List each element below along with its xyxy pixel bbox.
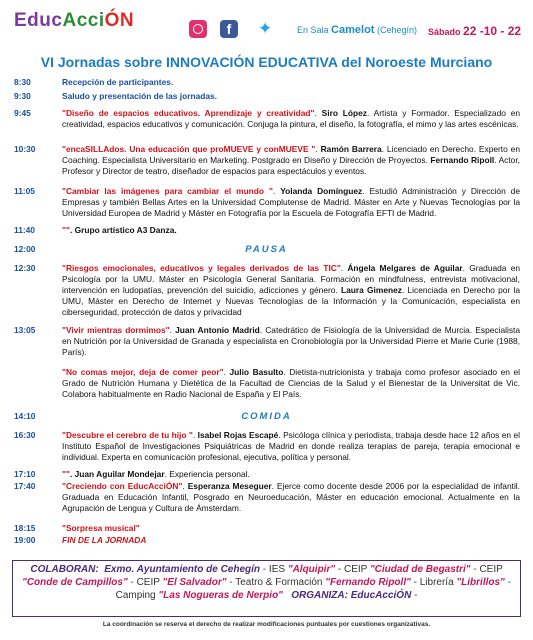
session-description: "Creciendo con EducAcciÓN". Esperanza Meseguer. Ejerce como docente desde 2006 por la especialidad de infantil. Graduada en Educación Infantil, Posgrado en Neuroeducación, Máster en educación emocional. Actualmente en la Agrupación de Lengua y Cultura de Ámsterdam. xyxy=(62,481,520,513)
speaker-bio: . Actor, Profesor y Director de teatro, diseñador de espacios para espectáculos y eventos. xyxy=(62,154,520,176)
time-label: 8:30 xyxy=(14,77,31,87)
speaker-bio: . Estudió Administración y Dirección de Empresas y también Bellas Artes en la Universidad Complutense de Madrid. Máster en Arte y Nuevas Tecnologías por la Universidad Europea de Madrid y Máster en Fotografía por la Escuela de Fotografía EFTI de Madrid. xyxy=(62,186,520,218)
time-label: 12:30 xyxy=(14,263,36,273)
date-prefix: Sábado xyxy=(428,27,461,37)
talk-title: "" xyxy=(62,225,70,235)
sponsor-name: "Librillos" xyxy=(456,577,505,588)
sponsor-name: "El Salvador" xyxy=(162,577,227,588)
time-label: 11:40 xyxy=(14,225,35,235)
speaker-name: Yolanda Domínguez xyxy=(280,186,363,196)
speaker-name: . Grupo artístico A3 Danza. xyxy=(69,225,177,235)
speaker-name: Juan Antonio Madrid xyxy=(175,325,260,335)
session-description xyxy=(62,469,520,480)
speaker-name: Esperanza Meseguer xyxy=(187,481,272,491)
time-label: 9:30 xyxy=(14,91,31,101)
date-value: 22 -10 - 22 xyxy=(463,24,522,38)
sponsors-box: COLABORAN: Exmo. Ayuntamiento de Cehegín - IES "Alquipir" - CEIP "Ciudad de Begastri" - CEIP "Conde de Campillos" - CEIP "El Salvador" - Teatro & Formación "Fernando Ripoll" - Librería "Librillos" - Camping "Las Nogueras de Nerpio" ORGANIZA: EducAcciÓN - xyxy=(12,560,521,617)
speaker-name: Ramón Barrera xyxy=(320,144,382,154)
speaker-bio: . Dietista-nutricionista y trabaja como profesor asociado en el Grado de Nutrición Humana y Dietética de la Facultad de Ciencias de la Salud y el Bienestar de la Universitat de Vic. Colabora habitualmente en Radio Nacional de España y El País. xyxy=(62,367,520,399)
speaker-bio: . Graduada en Psicología por la UMU. Máster en Psicología General Sanitaria. Formación en mindfulness, entrevista motivacional, intervención en ludopatías, prevención del suicidio, adicciones y género. xyxy=(62,263,521,295)
speaker-name: Ángela Melgares de Aguilar xyxy=(347,263,463,273)
speaker-name: Siro López xyxy=(321,108,367,118)
time-label: 10:30 xyxy=(14,144,36,154)
event-date xyxy=(428,24,521,38)
sponsor-name: "Alquipir" xyxy=(287,564,336,575)
speaker-bio: . Artista y Formador. Especializado en creatividad, espacios educativos y comunicación. Conjuga la pintura, el diseño, la fotografía, el mimo y las artes escénicas. xyxy=(62,108,521,129)
speaker-bio: . Ejerce como docente desde 2006 por la especialidad de infantil. Graduada en Educación Infantil, Posgrado en Neuroeducación, Máster en educación emocional. Actualmente en la Agrupación de Lengua y Cultura de Ámsterdam. xyxy=(62,481,520,513)
venue-name: Camelot xyxy=(331,24,375,36)
logo-part: c xyxy=(51,10,63,31)
session-description: "encaSILLAdos. Una educación que proMUEVE y conMUEVE ". Ramón Barrera. Licenciado en Derecho. Experto en Coaching. Especialista Universitario en Marketing. Postgrado en Diseño y Dirección de Proyectos. Fernando Ripoll. Actor, Profesor y Director de teatro, diseñador de espacios para espectáculos y eventos. xyxy=(62,144,520,176)
session-description: "Diseño de espacios educativos. Aprendizaje y creatividad". Siro López. Artista y Formador. Especializado en creatividad, espacios educativos y comunicación. Conjuga la pintura, el diseño, la fotografía, el mimo y las artes escénicas. xyxy=(62,108,521,129)
lunch-label: COMIDA xyxy=(241,411,292,422)
sponsor-type: Camping xyxy=(115,590,156,601)
time-label: 17:10 xyxy=(14,469,36,479)
sponsor-type: Teatro & Formación xyxy=(235,577,323,588)
time-label: 11:05 xyxy=(14,186,35,196)
session-description: "Vivir mientras dormimos". Juan Antonio Madrid. Catedrático de Fisiología de la Universidad de Murcia. Especialista en Nutrición por la Universidad de Granada y especialista en Cronobiología por la Universidad Pierre et Marie Curie (1988, París). xyxy=(62,325,520,357)
session-description xyxy=(62,225,520,236)
sponsor-name: Exmo. Ayuntamiento de Cehegín xyxy=(104,564,261,575)
speaker-name: Laura Gimenez xyxy=(341,284,402,295)
talk-title: "Creciendo con EducAcciÓN" xyxy=(62,481,183,491)
talk-title: "Vivir mientras dormimos" xyxy=(62,325,170,335)
venue-prefix: En Sala xyxy=(297,25,329,35)
time-label: 9:45 xyxy=(14,108,31,118)
organizer-name: EducAcciÓN xyxy=(350,590,412,601)
logo-part: ÓN xyxy=(104,10,135,31)
pause-label: PAUSA xyxy=(245,244,288,255)
talk-title: "Cambiar las imágenes para cambiar el mundo " xyxy=(62,186,273,196)
venue-place: (Cehegín) xyxy=(376,25,417,35)
session-description: "Descubre el cerebro de tu hijo ". Isabel Rojas Escapé. Psicóloga clínica y periodista, trabaja desde hace 12 años en el Instituto Español de Investigaciones Psiquiátricas de Madrid en donde realiza terapias de pareja, terapia emocional e individual. Experta en comunicación profesional, ejecutiva, política y personal. xyxy=(62,430,520,462)
sponsor-type: Librería xyxy=(419,577,454,588)
session-description xyxy=(62,523,520,534)
talk-title: "" xyxy=(62,469,70,479)
session-description: "Cambiar las imágenes para cambiar el mundo ". Yolanda Domínguez. Estudió Administración y Dirección de Empresas y también Bellas Artes en la Universidad Complutense de Madrid. Máster en Arte y Nuevas Tecnologías por la Universidad Europea de Madrid y Máster en Fotografía por la Escuela de Fotografía EFTI de Madrid. xyxy=(62,186,520,218)
sponsor-name: "Las Nogueras de Nerpio" xyxy=(158,590,283,601)
instagram-icon[interactable] xyxy=(189,20,207,38)
facebook-icon[interactable]: f xyxy=(220,20,238,38)
sponsor-type: IES xyxy=(268,564,286,575)
speaker-name: . Juan Aguilar Mondejar xyxy=(69,469,165,479)
session-text: Saludo y presentación de las jornadas. xyxy=(62,91,217,101)
session-description: "Riesgos emocionales, educativos y legales derivados de las TIC". Ángela Melgares de Aguilar. Graduada en Psicología por la UMU. Máster en Psicología General Sanitaria. Formación en mindfulness, entrevista motivacional, intervención en ludopatías, prevención del suicidio, adicciones y género. Laura Gimenez. Licenciada en Derecho por la UMU, Máster en Derecho de Internet y Nuevas Tecnologías de la Información y la Comunicación, especialista en ciberseguridad, protección de datos y privacidad xyxy=(62,263,521,317)
talk-title: "Sorpresa musical" xyxy=(62,523,140,533)
speaker-bio: . Catedrático de Fisiología de la Universidad de Murcia. Especialista en Nutrición por la Universidad de Granada y especialista en Cronobiología por la Universidad Pierre et Marie Curie (1988, París). xyxy=(62,325,520,357)
time-label: 18:15 xyxy=(14,523,36,533)
sponsor-type: CEIP xyxy=(479,564,503,575)
time-label: 13:05 xyxy=(14,325,36,335)
logo-part: Edu xyxy=(14,10,52,31)
colaboran-label: COLABORAN: xyxy=(30,564,99,575)
page-title: VI Jornadas sobre INNOVACIÓN EDUCATIVA del Noroeste Murciano xyxy=(40,54,493,70)
time-label: 19:00 xyxy=(14,535,36,545)
speaker-bio: . Experiencia personal. xyxy=(164,469,250,479)
talk-title: "No comas mejor, deja de comer peor" xyxy=(62,367,224,377)
venue xyxy=(297,24,417,36)
header xyxy=(0,0,533,50)
sponsor-name: "Fernando Ripoll" xyxy=(325,577,411,588)
speaker-bio: . Psicóloga clínica y periodista, trabaja desde hace 12 años en el Instituto Español de Investigaciones Psiquiátricas de Madrid en donde realiza terapias de pareja, terapia emocional e individual. Experta en comunicación profesional, ejecutiva, política y personal. xyxy=(62,430,520,462)
talk-title: "Diseño de espacios educativos. Aprendizaje y creatividad" xyxy=(62,108,315,118)
time-label: 12:00 xyxy=(14,244,36,254)
sponsor-name: "Ciudad de Begastri" xyxy=(369,564,471,575)
speaker-name: Julio Basulto xyxy=(229,367,284,377)
session-text: FIN DE LA JORNADA xyxy=(62,535,147,545)
speaker-bio: . Licenciada en Derecho por la UMU, Máster en Derecho de Internet y Nuevas Tecnologías de la Información y la Comunicación, especialista en ciberseguridad, protección de datos y privacidad xyxy=(62,284,520,317)
educaccion-logo[interactable] xyxy=(14,10,134,32)
speaker-bio: . Licenciado en Derecho. Experto en Coaching. Especialista Universitario en Marketing. Postgrado en Diseño y Dirección de Proyectos. xyxy=(62,144,520,165)
time-label: 14:10 xyxy=(14,411,36,421)
session-description: "No comas mejor, deja de comer peor". Julio Basulto. Dietista-nutricionista y trabaja como profesor asociado en el Grado de Nutrición Humana y Dietética de la Facultad de Ciencias de la Salud y el Bienestar de la Universitat de Vic. Colabora habitualmente en Radio Nacional de España y El País. xyxy=(62,367,520,399)
talk-title: "Riesgos emocionales, educativos y legales derivados de las TIC" xyxy=(62,263,341,273)
talk-title: "Descubre el cerebro de tu hijo " xyxy=(62,430,193,440)
disclaimer: La coordinación se reserva el derecho de realizar modificaciones puntuales por cuestiones organizativas. xyxy=(102,621,431,628)
speaker-name: Isabel Rojas Escapé xyxy=(197,430,279,440)
time-label: 16:30 xyxy=(14,430,36,440)
talk-title: "encaSILLAdos. Una educación que proMUEVE y conMUEVE " xyxy=(62,144,316,154)
time-label: 17:40 xyxy=(14,481,36,491)
sponsor-name: "Conde de Campillos" xyxy=(22,577,128,588)
sponsor-type: CEIP xyxy=(136,577,160,588)
twitter-icon[interactable]: ✦ xyxy=(258,19,273,38)
speaker-name: Fernando Ripoll xyxy=(430,154,495,165)
sponsor-type: CEIP xyxy=(343,564,368,575)
logo-part: Acci xyxy=(62,10,105,31)
organiza-label: ORGANIZA: xyxy=(291,590,348,601)
session-text: Recepción de participantes. xyxy=(62,77,174,87)
